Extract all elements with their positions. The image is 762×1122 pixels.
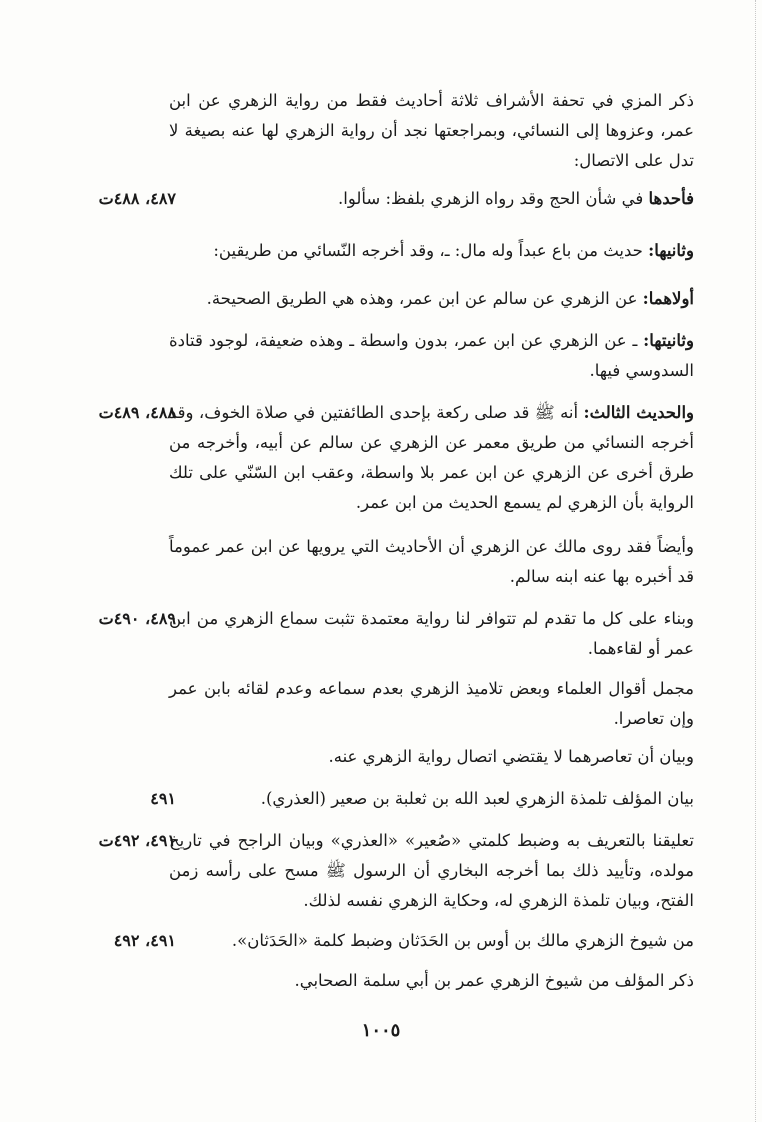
entry-body: من شيوخ الزهري مالك بن أوس بن الحَدَثان وضبط كلمة «الحَدَثان». xyxy=(231,931,694,950)
entry-body: حديث من باع عبداً وله مال: ـ، وقد أخرجه النّسائي من طريقين: xyxy=(213,241,649,260)
entry-body: وبيان أن تعاصرهما لا يقتضي اتصال رواية الزهري عنه. xyxy=(328,747,694,766)
page-reference: ٤٨٩، ٤٩٠ت xyxy=(98,609,176,628)
page-reference: ٤٩١ xyxy=(150,789,176,808)
entry-lead: فأحدها xyxy=(648,189,694,208)
entry-text xyxy=(169,86,694,176)
entry-text xyxy=(169,604,694,664)
entry-lead: وثانيتها: xyxy=(643,331,694,350)
entry-body: مجمل أقوال العلماء وبعض تلاميذ الزهري بعدم سماعه وعدم لقائه بابن عمر وإن تعاصرا. xyxy=(169,679,694,728)
page-reference: ٤٩١، ٤٩٢ xyxy=(113,931,176,950)
entry-text xyxy=(169,326,694,386)
entry-body: أنه ﷺ قد صلى ركعة بإحدى الطائفتين في صلاة الخوف، وقد أخرجه النسائي من طريق معمر عن الزهري عن سالم عن أبيه، وأخرجه من طرق أخرى عن الزهري عن ابن عمر بلا واسطة، وعقب ابن السّنّي على تلك الرواية بأن الزهري لم يسمع الحديث من ابن عمر. xyxy=(169,403,694,512)
entry-text xyxy=(169,966,694,996)
entry-body: عن الزهري عن سالم عن ابن عمر، وهذه هي الطريق الصحيحة. xyxy=(206,289,643,308)
entry-text xyxy=(169,532,694,592)
entry-text xyxy=(169,674,694,734)
entry-body: وأيضاً فقد روى مالك عن الزهري أن الأحاديث التي يرويها عن ابن عمر عموماً قد أخبره بها عنه ابنه سالم. xyxy=(169,537,694,586)
entry-body: وبناء على كل ما تقدم لم تتوافر لنا رواية معتمدة تثبت سماع الزهري من ابن عمر أو لقاءهما. xyxy=(169,609,694,658)
entry-body: ذكر المزي في تحفة الأشراف ثلاثة أحاديث فقط من رواية الزهري عن ابن عمر، وعزوها إلى النسائي، وبمراجعتها نجد أن رواية الزهري لها عنه بصيغة لا تدل على الاتصال: xyxy=(169,91,694,170)
entry-text xyxy=(169,236,694,266)
entry-text xyxy=(169,398,694,518)
page-reference: ٤٩١، ٤٩٢ت xyxy=(98,831,176,850)
entry-text xyxy=(169,184,694,214)
entry-body: بيان المؤلف تلمذة الزهري لعبد الله بن ثعلبة بن صعير (العذري). xyxy=(260,789,694,808)
entry-body: تعليقنا بالتعريف به وضبط كلمتي «صُعير» «العذري» وبيان الراجح في تاريخ مولده، وتأييد ذلك بما أخرجه البخاري أن الرسول ﷺ مسح على رأسه زمن الفتح، وبيان تلمذة الزهري له، وحكاية الزهري نفسه لذلك. xyxy=(169,831,694,910)
entry-text xyxy=(169,284,694,314)
page-reference: ٤٨٧، ٤٨٨ت xyxy=(98,189,176,208)
entry-lead: والحديث الثالث: xyxy=(583,403,694,422)
page-edge-divider xyxy=(755,0,756,1122)
page-number: ١٠٠٥ xyxy=(361,1020,401,1041)
entry-body: ذكر المؤلف من شيوخ الزهري عمر بن أبي سلمة الصحابي. xyxy=(294,971,694,990)
entry-body: ـ عن الزهري عن ابن عمر، بدون واسطة ـ وهذه ضعيفة، لوجود قتادة السدوسي فيها. xyxy=(169,331,694,380)
page-reference: ٤٨٨، ٤٨٩ت xyxy=(98,403,176,422)
entry-lead: وثانيها: xyxy=(648,241,694,260)
entry-text xyxy=(169,784,694,814)
entry-body: في شأن الحج وقد رواه الزهري بلفظ: سألوا. xyxy=(338,189,649,208)
entry-lead: أولاهما: xyxy=(642,289,694,308)
entry-text xyxy=(169,826,694,916)
entry-text xyxy=(169,742,694,772)
entry-text xyxy=(169,926,694,956)
